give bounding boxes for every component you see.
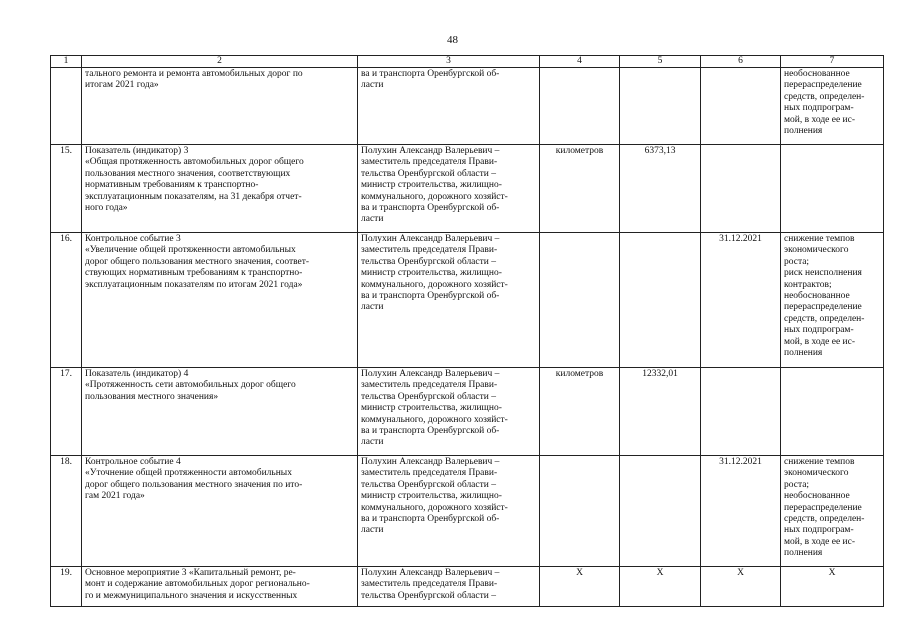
responsible-line: ва и транспорта Оренбургской об- <box>361 291 500 302</box>
responsible-line: ласти <box>361 214 384 225</box>
date-cell: 31.12.2021 <box>701 456 781 567</box>
responsible-line: ласти <box>361 525 384 536</box>
date-cell: X <box>701 567 781 607</box>
description-line: «Протяженность сети автомобильных дорог общего <box>85 380 296 391</box>
responsible-line: министр строительства, жилищно- <box>361 180 502 191</box>
risk-line: экономического <box>784 245 849 256</box>
value-cell <box>620 456 701 567</box>
responsible-line: Полухин Александр Валерьевич – <box>361 369 500 379</box>
responsible-line: ласти <box>361 302 384 313</box>
description-line: нормативным требованиям к транспортно- <box>85 180 259 191</box>
table-row <box>51 456 884 567</box>
risk-line: ных подпрограм- <box>784 325 854 336</box>
value-cell <box>620 68 701 145</box>
column-number: 4 <box>540 56 620 68</box>
description-line: итогам 2021 года» <box>85 80 159 91</box>
responsible-line: заместитель председателя Прави- <box>361 579 498 590</box>
responsible-line: министр строительства, жилищно- <box>361 491 502 502</box>
description-line: ного года» <box>85 203 128 214</box>
risk-line: ных подпрограм- <box>784 525 854 536</box>
description-line: Показатель (индикатор) 4 <box>85 369 189 379</box>
responsible-line: Полухин Александр Валерьевич – <box>361 234 500 244</box>
responsible-line: коммунального, дорожного хозяйст- <box>361 191 508 202</box>
description-line: ствующих нормативным требованиям к транспортно- <box>85 268 303 279</box>
date-cell: 31.12.2021 <box>701 233 781 368</box>
date-cell <box>701 368 781 456</box>
responsible-line: заместитель председателя Прави- <box>361 245 498 256</box>
value-cell <box>620 233 701 368</box>
column-number: 3 <box>358 56 540 68</box>
responsible-line: ва и транспорта Оренбургской об- <box>361 426 500 437</box>
plan-table <box>50 55 884 607</box>
description-line: го и межмуниципального значения и искусственных <box>85 590 298 601</box>
responsible-person <box>358 145 540 233</box>
responsible-line: заместитель председателя Прави- <box>361 157 498 168</box>
risk-cell <box>781 145 884 233</box>
risk-line: мой, в ходе ее ис- <box>784 336 856 347</box>
responsible-line: Полухин Александр Валерьевич – <box>361 146 500 156</box>
risk-cell <box>781 368 884 456</box>
responsible-line: заместитель председателя Прави- <box>361 380 498 391</box>
risk-line: средств, определен- <box>784 514 865 525</box>
responsible-person <box>358 233 540 368</box>
responsible-line: тельства Оренбургской области – <box>361 479 496 490</box>
responsible-line: Полухин Александр Валерьевич – <box>361 457 500 467</box>
risk-line: необоснованное <box>784 491 850 502</box>
event-description <box>82 233 358 368</box>
row-number: 19. <box>51 567 82 607</box>
date-cell <box>701 145 781 233</box>
responsible-line: коммунального, дорожного хозяйст- <box>361 279 508 290</box>
table-row <box>51 567 884 607</box>
page-number: 48 <box>447 34 458 46</box>
unit-cell <box>540 68 620 145</box>
responsible-line: ва и транспорта Оренбургской об- <box>361 514 500 525</box>
risk-line: перераспределение <box>784 80 862 91</box>
responsible-line: ласти <box>361 437 384 448</box>
responsible-line: тельства Оренбургской области – <box>361 256 496 267</box>
risk-line: мой, в ходе ее ис- <box>784 114 856 125</box>
row-number: 17. <box>51 368 82 456</box>
column-number: 2 <box>82 56 358 68</box>
value-cell: X <box>620 567 701 607</box>
risk-line: полнения <box>784 126 823 137</box>
date-cell <box>701 68 781 145</box>
responsible-line: ласти <box>361 80 384 91</box>
risk-cell <box>781 567 884 607</box>
responsible-line: ва и транспорта Оренбургской об- <box>361 203 500 214</box>
description-line: гам 2021 года» <box>85 491 145 502</box>
table-row <box>51 145 884 233</box>
description-line: монт и содержание автомобильных дорог регионально- <box>85 579 310 590</box>
description-line: дорог общего пользования местного значения по ито- <box>85 479 303 490</box>
row-number <box>51 68 82 145</box>
description-line: эксплуатационным показателям, на 31 декабря отчет- <box>85 191 302 202</box>
unit-cell <box>540 233 620 368</box>
risk-line: ных подпрограм- <box>784 103 854 114</box>
risk-line: перераспределение <box>784 302 862 313</box>
row-number: 18. <box>51 456 82 567</box>
risk-line: средств, определен- <box>784 91 865 102</box>
column-number: 5 <box>620 56 701 68</box>
responsible-line: коммунального, дорожного хозяйст- <box>361 414 508 425</box>
responsible-line: Полухин Александр Валерьевич – <box>361 568 500 578</box>
column-number: 1 <box>51 56 82 68</box>
responsible-line: заместитель председателя Прави- <box>361 468 498 479</box>
responsible-person <box>358 368 540 456</box>
description-line: Показатель (индикатор) 3 <box>85 146 189 156</box>
risk-line: мой, в ходе ее ис- <box>784 536 856 547</box>
description-line: эксплуатационным показателям по итогам 2021 года» <box>85 279 303 290</box>
risk-line: необоснованное <box>784 291 850 302</box>
event-description <box>82 368 358 456</box>
row-number: 16. <box>51 233 82 368</box>
description-line: Контрольное событие 3 <box>85 234 181 244</box>
responsible-person <box>358 567 540 607</box>
responsible-person <box>358 456 540 567</box>
description-line: тального ремонта и ремонта автомобильных дорог по <box>85 69 303 79</box>
risk-line: средств, определен- <box>784 313 865 324</box>
responsible-line: ва и транспорта Оренбургской об- <box>361 69 500 79</box>
event-description <box>82 68 358 145</box>
responsible-line: тельства Оренбургской области – <box>361 590 496 601</box>
column-number: 6 <box>701 56 781 68</box>
responsible-line: тельства Оренбургской области – <box>361 168 496 179</box>
responsible-line: министр строительства, жилищно- <box>361 403 502 414</box>
description-line: дорог общего пользования местного значения, соответ- <box>85 256 310 267</box>
description-line: Основное мероприятие 3 «Капитальный ремонт, ре- <box>85 568 296 578</box>
risk-line: риск неисполнения <box>784 268 862 279</box>
risk-line: необоснованное <box>784 69 850 79</box>
value-cell: 6373,13 <box>620 145 701 233</box>
table-row <box>51 368 884 456</box>
description-line: «Общая протяженность автомобильных дорог общего <box>85 157 304 168</box>
responsible-line: коммунального, дорожного хозяйст- <box>361 502 508 513</box>
risk-line: роста; <box>784 479 810 490</box>
responsible-line: министр строительства, жилищно- <box>361 268 502 279</box>
risk-cell <box>781 233 884 368</box>
value-cell: 12332,01 <box>620 368 701 456</box>
risk-line: контрактов; <box>784 279 832 290</box>
event-description <box>82 456 358 567</box>
unit-cell <box>540 456 620 567</box>
description-line: пользования местного значения, соответствующих <box>85 168 291 179</box>
unit-cell: X <box>540 567 620 607</box>
risk-line: полнения <box>784 548 823 559</box>
description-line: пользования местного значения» <box>85 391 219 402</box>
risk-line: перераспределение <box>784 502 862 513</box>
description-line: Контрольное событие 4 <box>85 457 181 467</box>
row-number: 15. <box>51 145 82 233</box>
event-description <box>82 567 358 607</box>
responsible-line: тельства Оренбургской области – <box>361 391 496 402</box>
table-row <box>51 68 884 145</box>
unit-cell: километров <box>540 368 620 456</box>
risk-line: полнения <box>784 348 823 359</box>
risk-cell <box>781 68 884 145</box>
unit-cell: километров <box>540 145 620 233</box>
event-description <box>82 145 358 233</box>
table-row <box>51 233 884 368</box>
risk-line: экономического <box>784 468 849 479</box>
risk-line: X <box>828 568 836 578</box>
description-line: «Уточнение общей протяженности автомобильных <box>85 468 292 479</box>
risk-line: снижение темпов <box>784 457 855 467</box>
risk-line: снижение темпов <box>784 234 855 244</box>
risk-line: роста; <box>784 256 810 267</box>
column-number-row <box>51 56 884 68</box>
description-line: «Увеличение общей протяженности автомобильных <box>85 245 296 256</box>
risk-cell <box>781 456 884 567</box>
responsible-person <box>358 68 540 145</box>
column-number: 7 <box>781 56 884 68</box>
